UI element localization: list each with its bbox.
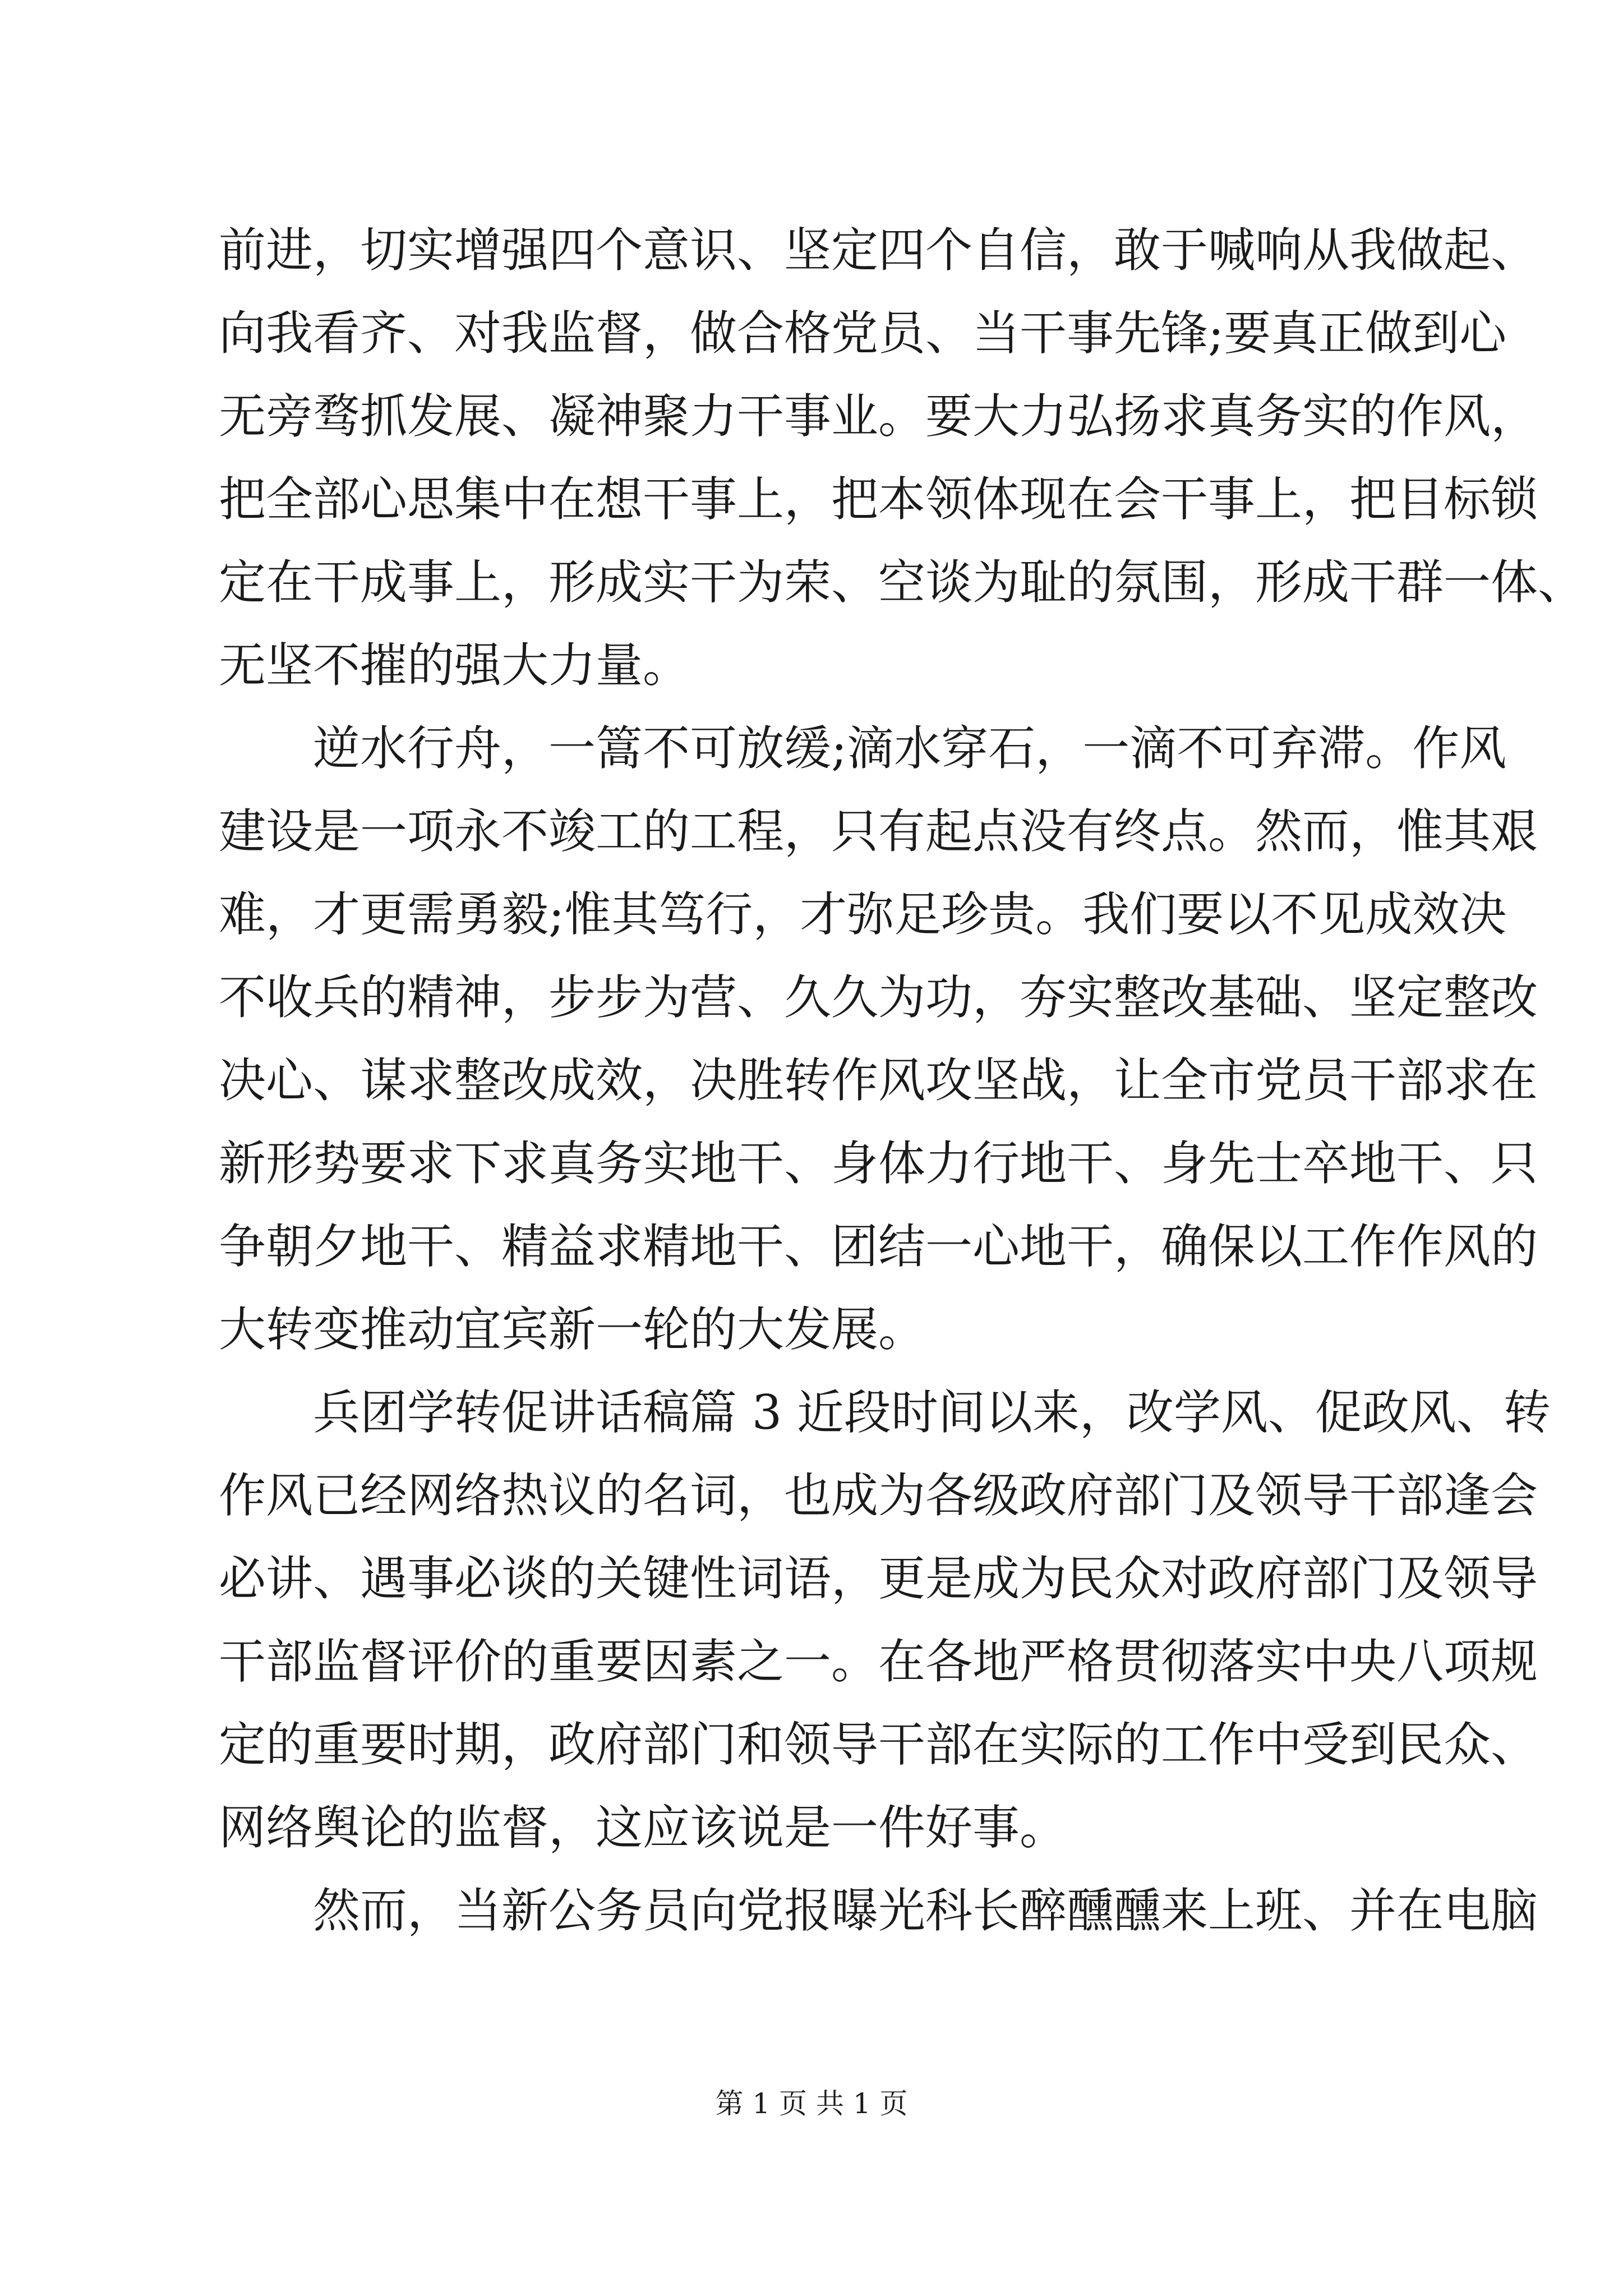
text-line: 把全部心思集中在想干事上，把本领体现在会干事上，把目标锁 <box>219 472 1538 527</box>
text-line: 然而，当新公务员向党报曝光科长醉醺醺来上班、并在电脑 <box>219 1883 1538 1938</box>
text-line: 定的重要时期，政府部门和领导干部在实际的工作中受到民众、 <box>219 1717 1538 1772</box>
text-line: 不收兵的精神，步步为营、久久为功，夯实整改基础、坚定整改 <box>219 970 1538 1025</box>
text-line: 决心、谋求整改成效，决胜转作风攻坚战，让全市党员干部求在 <box>219 1053 1538 1108</box>
document-body <box>219 209 1585 1952</box>
text-line: 向我看齐、对我监督，做合格党员、当干事先锋;要真正做到心 <box>219 306 1507 361</box>
text-line: 难，才更需勇毅;惟其笃行，才弥足珍贵。我们要以不见成效决 <box>219 887 1507 942</box>
text-line: 无坚不摧的强大力量。 <box>219 638 690 693</box>
text-line: 建设是一项永不竣工的工程，只有起点没有终点。然而，惟其艰 <box>219 804 1538 859</box>
text-line: 网络舆论的监督，这应该说是一件好事。 <box>219 1800 1067 1855</box>
text-line: 前进，切实增强四个意识、坚定四个自信，敢于喊响从我做起、 <box>219 223 1538 278</box>
page-number-footer: 第 1 页 共 1 页 <box>715 2087 908 2120</box>
text-line: 无旁骛抓发展、凝神聚力干事业。要大力弘扬求真务实的作风， <box>219 389 1538 444</box>
text-line: 大转变推动宜宾新一轮的大发展。 <box>219 1302 926 1357</box>
text-line: 逆水行舟，一篙不可放缓;滴水穿石，一滴不可弃滞。作风 <box>219 721 1507 776</box>
text-line: 兵团学转促讲话稿篇 3 近段时间以来，改学风、促政风、转 <box>219 1385 1551 1440</box>
text-line: 干部监督评价的重要因素之一。在各地严格贯彻落实中央八项规 <box>219 1634 1538 1689</box>
text-line: 新形势要求下求真务实地干、身体力行地干、身先士卒地干、只 <box>219 1136 1538 1191</box>
text-line: 必讲、遇事必谈的关键性词语，更是成为民众对政府部门及领导 <box>219 1551 1538 1606</box>
text-line: 作风已经网络热议的名词，也成为各级政府部门及领导干部逢会 <box>219 1468 1538 1523</box>
text-line: 争朝夕地干、精益求精地干、团结一心地干，确保以工作作风的 <box>219 1219 1538 1274</box>
text-line: 定在干成事上，形成实干为荣、空谈为耻的氛围，形成干群一体、 <box>219 555 1585 610</box>
